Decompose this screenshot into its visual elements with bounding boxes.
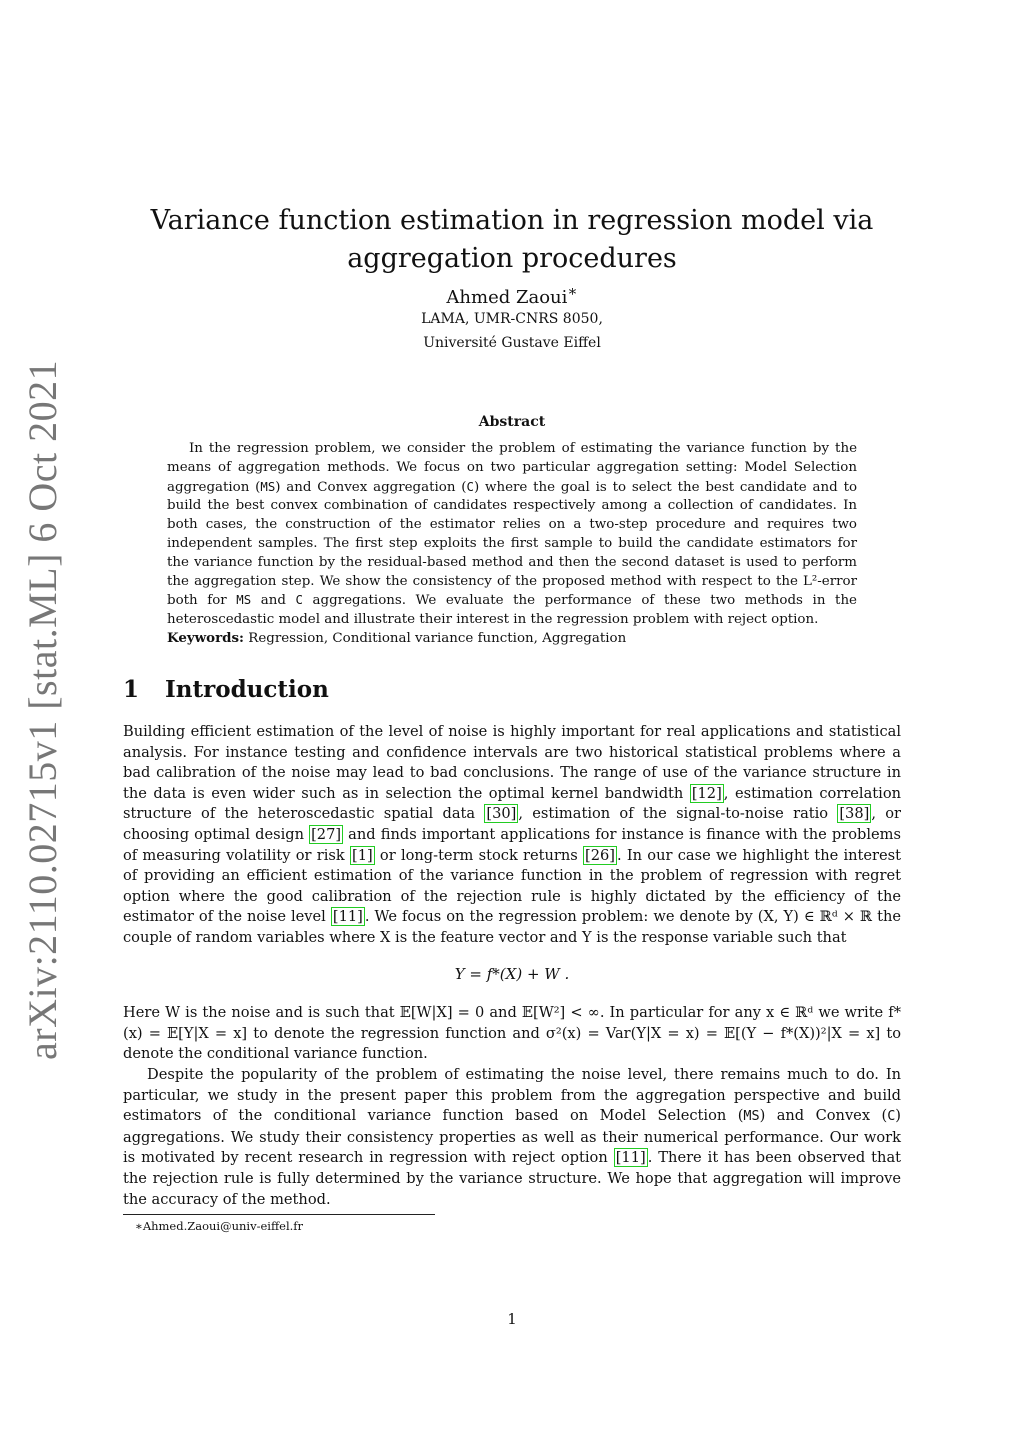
citation-link[interactable]: [1] (352, 846, 373, 864)
section-title: Introduction (165, 676, 329, 703)
intro-paragraph-1: Building efficient estimation of the level of noise is highly important for real applications and statistical analysis. For instance testing and confidence intervals are two historical statistical problems where a bad calibration of the noise may lead to bad conclusions. The range of use of the variance structure in the data is even wider such as in selection the optimal kernel bandwidth [12] , estimation correlation structure of the heteroscedastic spatial data [30] , estimation of the signal-to-noise ratio [38] , or choosing optimal design [27] and finds important applications for instance is finance with the problems of measuring volatility or risk [1] or long-term stock returns [26] . In our case we highlight the interest of providing an efficient estimation of the variance function in the problem of regression with regret option where the good calibration of the rejection rule is highly dictated by the efficiency of the estimator of the noise level [11] . We focus on the regression problem: we denote by (X, Y) ∈ ℝᵈ × ℝ the couple of random variables where X is the feature vector and Y is the response variable such that (123, 723, 902, 946)
abstract-body: In the regression problem, we consider the problem of estimating the variance function by the means of aggregation methods. We focus on two particular aggregation setting: Model Selection aggregation (MS) and Convex aggregation (C) where the goal is to select the best candidate and to build the best convex combination of candidates respectively among a collection of candidates. In both cases, the construction of the estimator relies on a two-step procedure and requires two independent samples. The first step exploits the first sample to build the candidate estimators for the variance function by the residual-based method and then the second dataset is used to perform the aggregation step. We show the consistency of the proposed method with respect to the L²-error both for MS and C aggregations. We evaluate the performance of these two methods in the heteroscedastic model and illustrate their interest in the regression problem with reject option. (167, 441, 858, 628)
paper-title: Variance function estimation in regression model via aggregation procedures (150, 205, 874, 275)
keywords-line (167, 629, 857, 649)
display-equation: Y = f*(X) + W . (454, 965, 570, 983)
citation-link[interactable]: [12] (691, 784, 722, 802)
affiliation-line-2: Université Gustave Eiffel (423, 335, 601, 351)
author-footnote-mark: ∗ (567, 282, 578, 300)
keywords-text: Regression, Conditional variance function, Aggregation (244, 631, 627, 646)
footnote-divider (123, 1214, 435, 1215)
intro-paragraph-2: Here W is the noise and is such that 𝔼[W|X] = 0 and 𝔼[W²] < ∞. In particular for any x ∈ ℝᵈ we write f*(x) = 𝔼[Y|X = x] to denote the regression function and σ²(x) = Var(Y|X = x) = 𝔼[(Y − f*(X))²|X = x] to denote the conditional variance function. (123, 1004, 901, 1063)
keywords-label: Keywords: (167, 630, 245, 646)
affiliation-line-1: LAMA, UMR-CNRS 8050, (421, 311, 603, 327)
citation-link[interactable]: [38] (839, 805, 870, 823)
section-number: 1 (123, 676, 140, 703)
author-name: Ahmed Zaoui (446, 287, 568, 308)
citation-link[interactable]: [30] (486, 805, 517, 823)
footnote-email: ∗Ahmed.Zaoui@univ-eiffel.fr (135, 1219, 304, 1233)
citation-link[interactable]: [27] (311, 825, 342, 843)
abstract-heading: Abstract (478, 414, 546, 430)
arxiv-identifier-stamp: arXiv:2110.02715v1 [stat.ML] 6 Oct 2021 (20, 359, 65, 1060)
intro-paragraph-3: Despite the popularity of the problem of estimating the noise level, there remains much to do. In particular, we study in the present paper this problem from the aggregation perspective and build estimators of the conditional variance function based on Model Selection (MS) and Convex (C) aggregations. We study their consistency properties as well as their numerical performance. Our work is motivated by recent research in regression with reject option [11] . There it has been observed that the rejection rule is fully determined by the variance structure. We hope that aggregation will improve the accuracy of the method. (123, 1066, 902, 1208)
page-number: 1 (507, 1310, 517, 1328)
section-heading-introduction (123, 676, 329, 703)
author-block (312, 282, 712, 308)
citation-link[interactable]: [26] (585, 846, 615, 864)
citation-link[interactable]: [11] (332, 908, 363, 926)
citation-link[interactable]: [11] (615, 1149, 646, 1167)
